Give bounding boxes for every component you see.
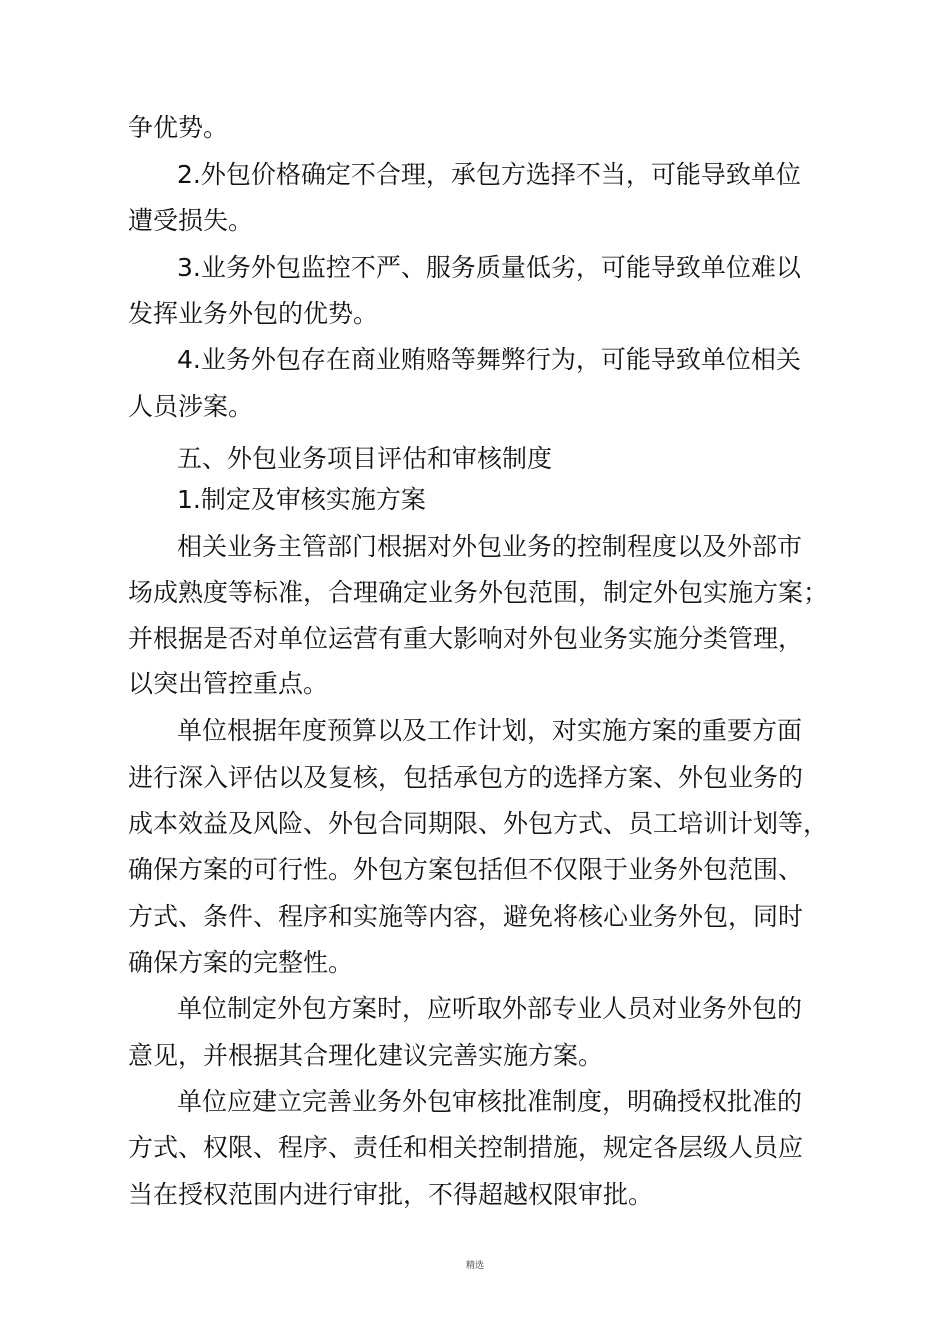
text-line: 2.外包价格确定不合理，承包方选择不当，可能导致单位 xyxy=(177,160,801,189)
text-line: 确保方案的可行性。外包方案包括但不仅限于业务外包范围、 xyxy=(128,855,804,884)
text-line: 方式、权限、程序、责任和相关控制措施，规定各层级人员应 xyxy=(128,1133,804,1162)
text-line: 单位应建立完善业务外包审核批准制度，明确授权批准的 xyxy=(177,1087,803,1116)
text-line: 进行深入评估以及复核，包括承包方的选择方案、外包业务的 xyxy=(128,763,804,792)
text-line: 以突出管控重点。 xyxy=(128,669,329,698)
subsection-heading: 1.制定及审核实施方案 xyxy=(177,485,426,514)
text-line: 发挥业务外包的优势。 xyxy=(128,299,379,328)
text-line: 并根据是否对单位运营有重大影响对外包业务实施分类管理， xyxy=(128,624,804,653)
text-line: 场成熟度等标准，合理确定业务外包范围，制定外包实施方案； xyxy=(128,578,828,607)
text-line: 争优势。 xyxy=(128,113,229,142)
page-footer: 精选 xyxy=(465,1261,484,1271)
section-heading: 五、外包业务项目评估和审核制度 xyxy=(177,444,553,473)
text-line: 4.业务外包存在商业贿赂等舞弊行为，可能导致单位相关 xyxy=(177,345,801,374)
text-line: 确保方案的完整性。 xyxy=(128,948,354,977)
text-line: 单位根据年度预算以及工作计划，对实施方案的重要方面 xyxy=(177,716,803,745)
text-line: 3.业务外包监控不严、服务质量低劣，可能导致单位难以 xyxy=(177,253,801,282)
text-line: 单位制定外包方案时，应听取外部专业人员对业务外包的 xyxy=(177,994,803,1023)
text-line: 成本效益及风险、外包合同期限、外包方式、员工培训计划等， xyxy=(128,809,828,838)
text-line: 相关业务主管部门根据对外包业务的控制程度以及外部市 xyxy=(177,532,803,561)
text-line: 方式、条件、程序和实施等内容，避免将核心业务外包，同时 xyxy=(128,902,804,931)
text-line: 意见，并根据其合理化建议完善实施方案。 xyxy=(128,1041,604,1070)
text-line: 人员涉案。 xyxy=(128,392,254,421)
text-line: 遭受损失。 xyxy=(128,206,254,235)
text-line: 当在授权范围内进行审批，不得超越权限审批。 xyxy=(128,1180,654,1209)
